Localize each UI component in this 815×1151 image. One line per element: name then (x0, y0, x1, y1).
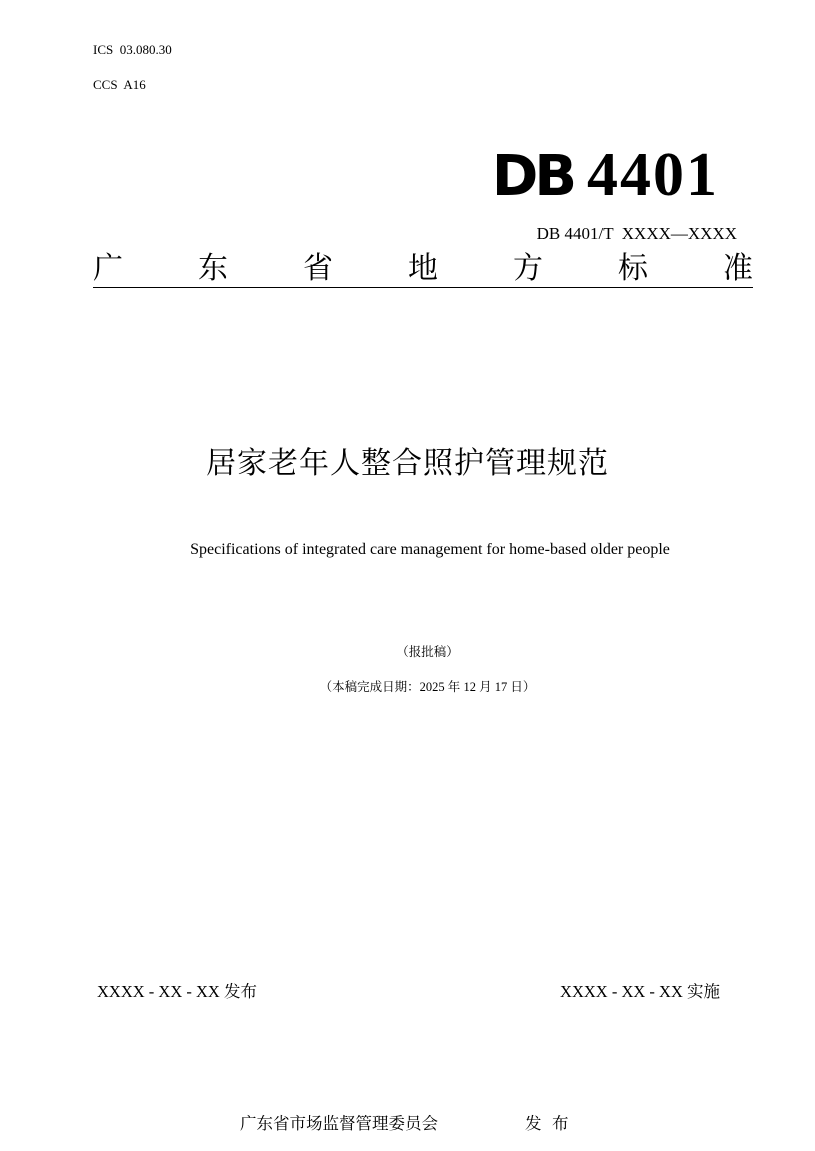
draft-date-day-unit: 日） (507, 680, 536, 694)
draft-date-prefix: （本稿完成日期： (319, 680, 420, 694)
release-date-value: XXXX - XX - XX (97, 982, 224, 1001)
draft-date-year: 2025 (419, 680, 445, 694)
draft-date-month-unit: 月 (475, 680, 495, 694)
title-chinese: 居家老年人整合照护管理规范 (206, 446, 609, 481)
org-char: 东 (198, 251, 228, 286)
draft-date-day: 17 (494, 680, 508, 694)
db-logo (492, 142, 719, 210)
org-char: 地 (408, 251, 438, 286)
ccs-code: CCS A16 (93, 77, 146, 92)
draft-date-year-unit: 年 (444, 680, 464, 694)
draft-date-month: 12 (463, 680, 476, 694)
implementation-date-label: 实施 (687, 982, 720, 1001)
org-char: 方 (513, 251, 543, 286)
implementation-date (560, 982, 720, 1002)
draft-completion-date (0, 679, 815, 695)
org-char: 标 (618, 251, 648, 286)
db-logo-number: 4401 (587, 141, 719, 209)
title-english: Specifications of integrated care management for home-based older people (190, 541, 670, 558)
org-char: 准 (723, 251, 753, 286)
issuing-authority: 广东省市场监督管理委员会 (240, 1114, 438, 1133)
org-char: 省 (303, 251, 333, 286)
ics-code: ICS 03.080.30 (93, 42, 172, 57)
release-date (97, 982, 257, 1002)
implementation-date-value: XXXX - XX - XX (560, 982, 687, 1001)
draft-status: （报批稿） (396, 645, 459, 659)
org-char: 广 (93, 251, 123, 286)
standard-organization (93, 249, 753, 288)
release-date-label: 发布 (223, 982, 257, 1001)
db-logo-letters: DB (491, 144, 573, 209)
issue-word: 发 布 (525, 1114, 569, 1133)
standard-number: DB 4401/T XXXX—XXXX (536, 224, 737, 243)
